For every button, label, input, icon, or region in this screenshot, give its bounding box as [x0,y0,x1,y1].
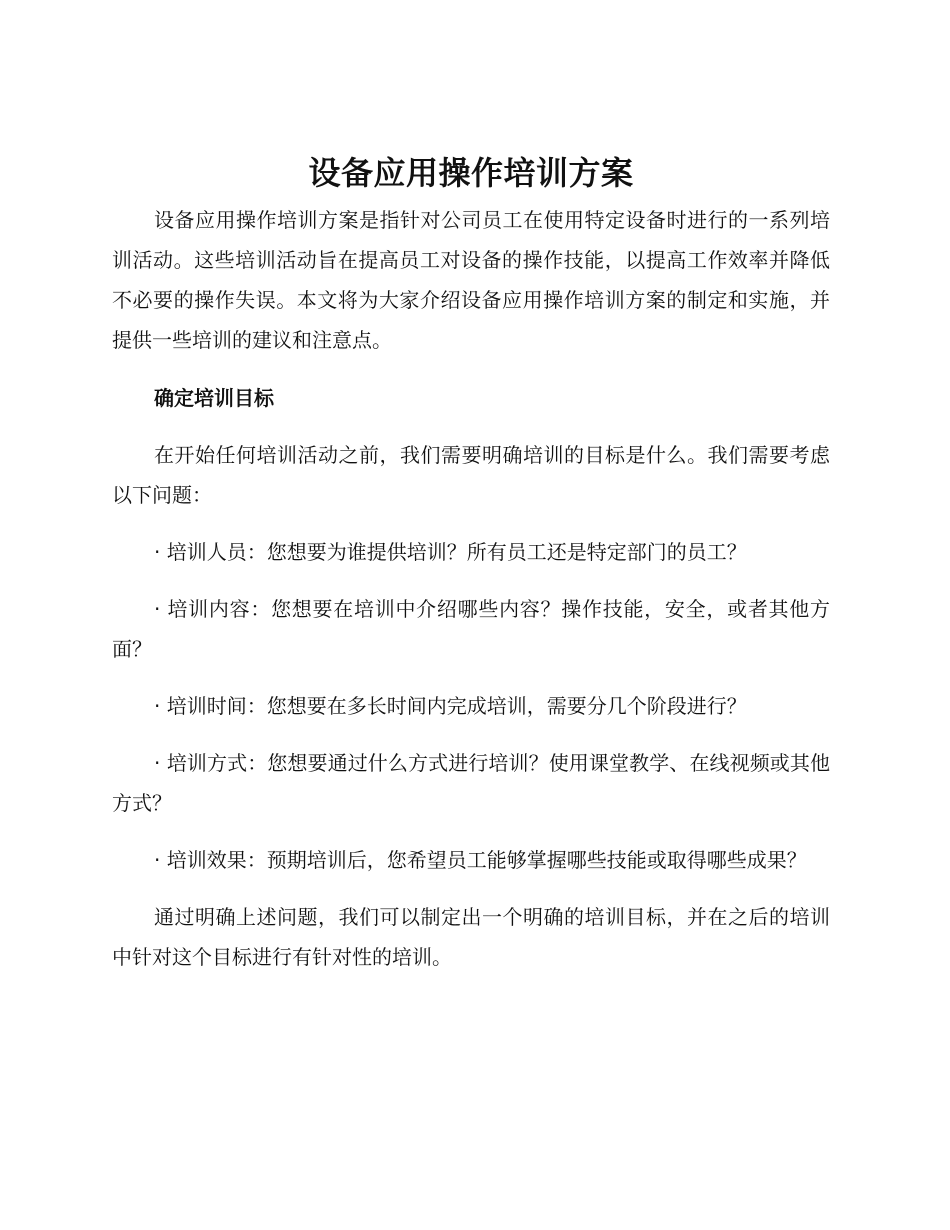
bullet-training-time: · 培训时间：您想要在多长时间内完成培训，需要分几个阶段进行？ [154,694,747,718]
bullet-training-effect: · 培训效果：预期培训后，您希望员工能够掌握哪些技能或取得哪些成果？ [154,848,807,872]
bullet-training-content: · 培训内容：您想要在培训中介绍哪些内容？操作技能，安全，或者其他方面？ [112,597,830,661]
document-page [112,150,830,977]
section-intro-paragraph: 在开始任何培训活动之前，我们需要明确培训的目标是什么。我们需要考虑以下问题： [112,443,830,507]
section-heading: 确定培训目标 [154,386,274,410]
intro-paragraph: 设备应用操作培训方案是指针对公司员工在使用特定设备时进行的一系列培训活动。这些培训活动旨在提高员工对设备的操作技能，以提高工作效率并降低不必要的操作失误。本文将为大家介绍设备应用操作培训方案的制定和实施，并提供一些培训的建议和注意点。 [112,208,830,352]
conclusion-paragraph: 通过明确上述问题，我们可以制定出一个明确的培训目标，并在之后的培训中针对这个目标进行有针对性的培训。 [112,905,830,969]
bullet-training-personnel: · 培训人员：您想要为谁提供培训？所有员工还是特定部门的员工？ [154,540,747,564]
document-title: 设备应用操作培训方案 [308,154,634,192]
bullet-training-method: · 培训方式：您想要通过什么方式进行培训？使用课堂教学、在线视频或其他方式？ [112,751,830,815]
